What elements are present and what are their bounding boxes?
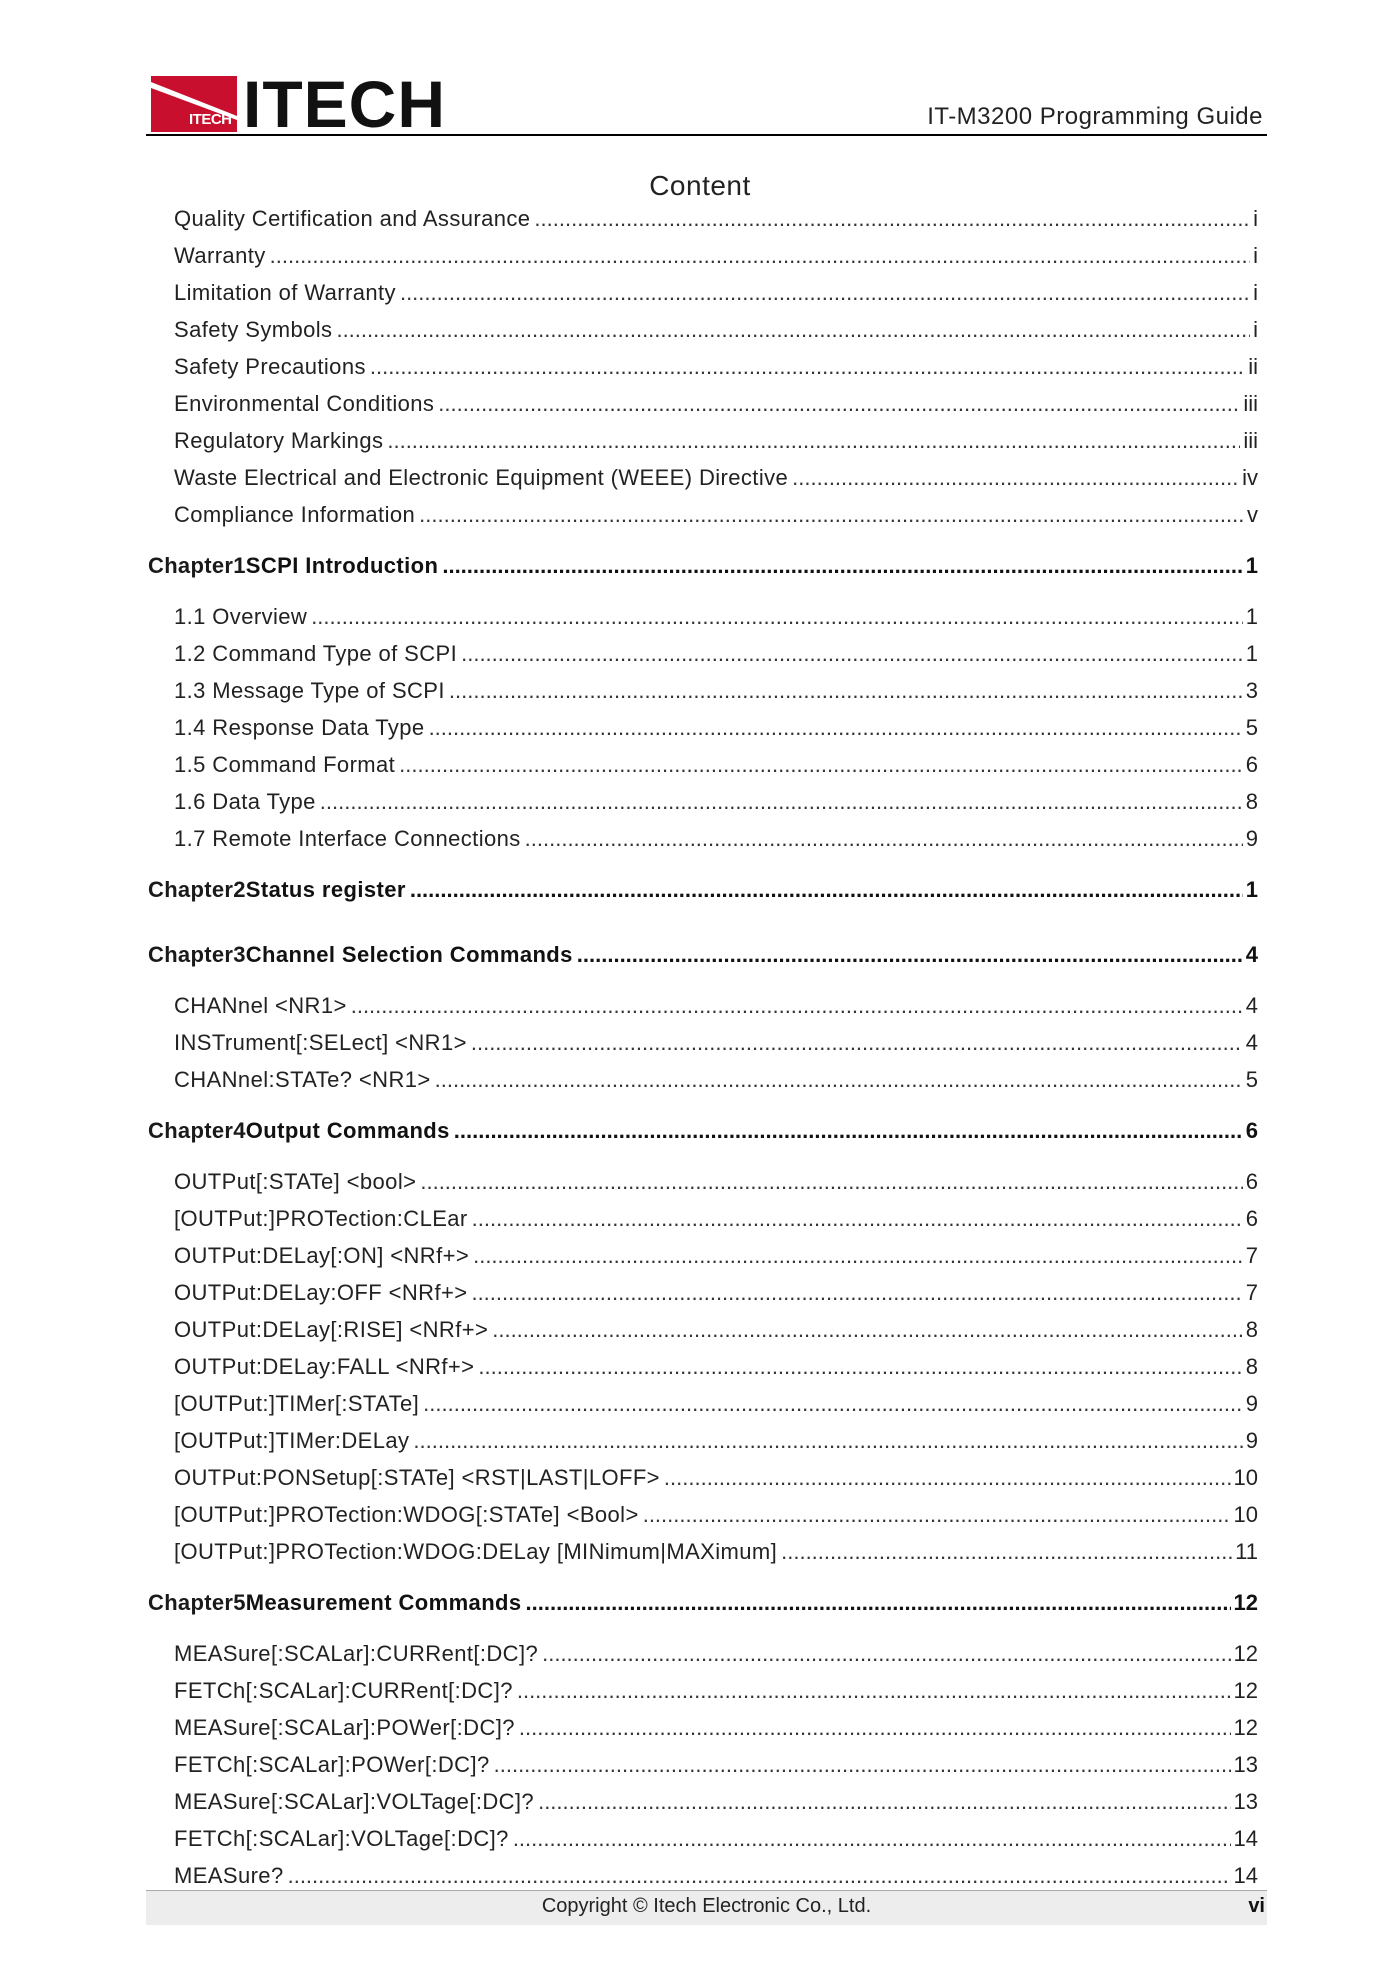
- dot-leader: [478, 1354, 1242, 1380]
- toc-entry-title: 1.5 Command Format: [174, 752, 396, 777]
- toc-entry-title: MEASure[:SCALar]:CURRent[:DC]?: [174, 1641, 539, 1666]
- toc-page-number: 10: [1233, 1465, 1258, 1490]
- copyright-notice: Copyright © Itech Electronic Co., Ltd.: [541, 1895, 872, 1917]
- toc-entry-title: [OUTPut:]PROTection:WDOG:DELay [MINimum|MAXimum]: [174, 1539, 778, 1564]
- dot-leader: [542, 1641, 1230, 1667]
- dot-leader: [288, 1863, 1231, 1889]
- toc-page-number: 7: [1245, 1243, 1258, 1268]
- toc-entry-title: OUTPut[:STATe] <bool>: [174, 1169, 417, 1194]
- chapter-title: Measurement Commands: [245, 1590, 522, 1615]
- toc-entry-title: [OUTPut:]TIMer:DELay: [174, 1428, 410, 1453]
- document-title: IT-M3200 Programming Guide: [927, 103, 1263, 130]
- toc-entry-row[interactable]: [174, 391, 1258, 419]
- dot-leader: [270, 243, 1250, 269]
- dot-leader: [792, 465, 1239, 491]
- dot-leader: [781, 1539, 1232, 1565]
- dot-leader: [387, 428, 1240, 454]
- toc-page-number: 7: [1245, 1280, 1258, 1305]
- toc-entry-title: [OUTPut:]PROTection:WDOG[:STATe] <Bool>: [174, 1502, 639, 1527]
- dot-leader: [419, 502, 1244, 528]
- chapter-number: Chapter4: [148, 1118, 246, 1143]
- toc-page-number: 12: [1233, 1641, 1258, 1666]
- toc-entry-title: MEASure[:SCALar]:VOLTage[:DC]?: [174, 1789, 535, 1814]
- toc-entry-row[interactable]: [174, 1539, 1258, 1567]
- toc-entry-row[interactable]: [174, 993, 1258, 1021]
- dot-leader: [438, 391, 1240, 417]
- toc-entry-title: OUTPut:DELay[:RISE] <NRf+>: [174, 1317, 489, 1342]
- toc-page-number: 12: [1233, 1590, 1258, 1615]
- toc-entry-row[interactable]: [174, 206, 1258, 234]
- toc-entry-row[interactable]: [174, 641, 1258, 669]
- dot-leader: [413, 1428, 1242, 1454]
- chapter-number: Chapter2: [148, 877, 246, 902]
- dot-leader: [513, 1826, 1231, 1852]
- logo-wordmark: ITECH: [243, 67, 446, 141]
- itech-logo: [151, 67, 446, 141]
- toc-page-number: i: [1253, 243, 1258, 268]
- dot-leader: [420, 1169, 1242, 1195]
- toc-entry-row[interactable]: [174, 1465, 1258, 1493]
- toc-page-number: 6: [1245, 1118, 1258, 1143]
- toc-page-number: 9: [1245, 1391, 1258, 1416]
- toc-entry-row[interactable]: [174, 678, 1258, 706]
- toc-entry-title: INSTrument[:SELect] <NR1>: [174, 1030, 467, 1055]
- dot-leader: [643, 1502, 1231, 1528]
- toc-page-number: 10: [1233, 1502, 1258, 1527]
- dot-leader: [526, 1590, 1231, 1616]
- toc-page-number: 13: [1233, 1789, 1258, 1814]
- toc-entry-title: Safety Symbols: [174, 317, 333, 342]
- dot-leader: [473, 1243, 1243, 1269]
- toc-page-number: 13: [1233, 1752, 1258, 1777]
- toc-entry-row[interactable]: [174, 826, 1258, 854]
- toc-entry-title: 1.4 Response Data Type: [174, 715, 425, 740]
- toc-entry-row[interactable]: [174, 1280, 1258, 1308]
- toc-entry-row[interactable]: [174, 789, 1258, 817]
- toc-entry-row[interactable]: [174, 428, 1258, 456]
- dot-leader: [429, 715, 1243, 741]
- dot-leader: [534, 206, 1250, 232]
- toc-chapter-row[interactable]: [148, 1590, 1258, 1618]
- dot-leader: [538, 1789, 1230, 1815]
- toc-page-number: iii: [1243, 428, 1258, 453]
- toc-entry-row[interactable]: [174, 1169, 1258, 1197]
- toc-chapter-row[interactable]: [148, 942, 1258, 970]
- dot-leader: [423, 1391, 1243, 1417]
- dot-leader: [435, 1067, 1243, 1093]
- toc-entry-row[interactable]: [174, 280, 1258, 308]
- dot-leader: [399, 752, 1243, 778]
- toc-page-number: 9: [1245, 1428, 1258, 1453]
- toc-entry-row[interactable]: [174, 1354, 1258, 1382]
- toc-page-number: 6: [1245, 1169, 1258, 1194]
- toc-entry-title: Limitation of Warranty: [174, 280, 396, 305]
- dot-leader: [461, 641, 1243, 667]
- toc-entry-title: 1.1 Overview: [174, 604, 308, 629]
- itech-logo-mark: [151, 76, 237, 132]
- toc-entry-title: FETCh[:SCALar]:CURRent[:DC]?: [174, 1678, 513, 1703]
- toc-chapter-row[interactable]: [148, 553, 1258, 581]
- page-number: vi: [1248, 1895, 1265, 1917]
- toc-entry-row[interactable]: [174, 1317, 1258, 1345]
- toc-page-number: 9: [1245, 826, 1258, 851]
- toc-page-number: 1: [1245, 553, 1258, 578]
- toc-entry-title: Regulatory Markings: [174, 428, 384, 453]
- dot-leader: [351, 993, 1243, 1019]
- dot-leader: [471, 1280, 1242, 1306]
- dot-leader: [519, 1715, 1231, 1741]
- dot-leader: [525, 826, 1243, 852]
- logo-small-text: ITECH: [189, 111, 232, 128]
- toc-entry-title: Environmental Conditions: [174, 391, 435, 416]
- toc-page-number: 1: [1245, 641, 1258, 666]
- toc-entry-row[interactable]: [174, 502, 1258, 530]
- toc-page-number: 14: [1233, 1826, 1258, 1851]
- toc-page-number: 3: [1245, 678, 1258, 703]
- toc-page-number: 4: [1245, 1030, 1258, 1055]
- toc-heading: Content: [649, 170, 751, 201]
- chapter-number: Chapter5: [148, 1590, 246, 1615]
- toc-page-number: 12: [1233, 1678, 1258, 1703]
- dot-leader: [577, 942, 1243, 968]
- toc-entry-title: 1.6 Data Type: [174, 789, 316, 814]
- toc-entry-row[interactable]: [174, 1641, 1258, 1669]
- toc-page-number: 8: [1245, 789, 1258, 814]
- dot-leader: [410, 877, 1243, 903]
- toc-page-number: iii: [1243, 391, 1258, 416]
- toc-entry-row[interactable]: [174, 1391, 1258, 1419]
- toc-entry-row[interactable]: [174, 1030, 1258, 1058]
- dot-leader: [494, 1752, 1231, 1778]
- dot-leader: [472, 1206, 1243, 1232]
- dot-leader: [370, 354, 1245, 380]
- toc-entry-title: 1.7 Remote Interface Connections: [174, 826, 521, 851]
- toc-entry-title: 1.3 Message Type of SCPI: [174, 678, 445, 703]
- dot-leader: [320, 789, 1243, 815]
- toc-entry-title: MEASure[:SCALar]:POWer[:DC]?: [174, 1715, 515, 1740]
- toc-entry-title: OUTPut:DELay:FALL <NRf+>: [174, 1354, 475, 1379]
- toc-chapter-row[interactable]: [148, 1118, 1258, 1146]
- toc-page-number: 1: [1245, 877, 1258, 902]
- chapter-title: Output Commands: [245, 1118, 450, 1143]
- toc-entry-row[interactable]: [174, 715, 1258, 743]
- toc-page-number: iv: [1242, 465, 1258, 490]
- toc-entry-title: OUTPut:PONSetup[:STATe] <RST|LAST|LOFF>: [174, 1465, 660, 1490]
- toc-page-number: ii: [1248, 354, 1258, 379]
- dot-leader: [517, 1678, 1231, 1704]
- toc-page-number: 8: [1245, 1317, 1258, 1342]
- toc-entry-row[interactable]: [174, 1428, 1258, 1456]
- toc-entry-title: [OUTPut:]PROTection:CLEar: [174, 1206, 468, 1231]
- dot-leader: [336, 317, 1250, 343]
- toc-entry-row[interactable]: [174, 1863, 1258, 1891]
- dot-leader: [442, 553, 1242, 579]
- page-header: [146, 67, 1267, 141]
- toc-entry-row[interactable]: [174, 465, 1258, 493]
- toc-entry-title: CHANnel <NR1>: [174, 993, 347, 1018]
- toc-entry-title: MEASure?: [174, 1863, 284, 1888]
- toc-page-number: i: [1253, 280, 1258, 305]
- toc-entry-title: Waste Electrical and Electronic Equipment (WEEE) Directive: [174, 465, 789, 490]
- toc-entry-row[interactable]: [174, 1826, 1258, 1854]
- dot-leader: [454, 1118, 1243, 1144]
- chapter-number: Chapter1: [148, 553, 246, 578]
- toc-entry-title: OUTPut:DELay[:ON] <NRf+>: [174, 1243, 470, 1268]
- toc-page-number: 5: [1245, 1067, 1258, 1092]
- toc-entry-row[interactable]: [174, 752, 1258, 780]
- toc-chapter-row[interactable]: [148, 877, 1258, 905]
- toc-page-number: 8: [1245, 1354, 1258, 1379]
- toc-page-number: 6: [1245, 1206, 1258, 1231]
- toc-entry-row[interactable]: [174, 1067, 1258, 1095]
- toc-page-number: 4: [1245, 942, 1258, 967]
- toc-entry-title: FETCh[:SCALar]:POWer[:DC]?: [174, 1752, 490, 1777]
- chapter-number: Chapter3: [148, 942, 246, 967]
- toc-entry-title: 1.2 Command Type of SCPI: [174, 641, 458, 666]
- toc-entry-row[interactable]: [174, 1752, 1258, 1780]
- chapter-title: Status register: [245, 877, 406, 902]
- toc-entry-row[interactable]: [174, 1789, 1258, 1817]
- dot-leader: [311, 604, 1243, 630]
- toc-page-number: 12: [1233, 1715, 1258, 1740]
- toc-entry-title: Quality Certification and Assurance: [174, 206, 531, 231]
- toc-page-number: 6: [1245, 752, 1258, 777]
- toc-entry-title: Warranty: [174, 243, 266, 268]
- toc-entry-title: OUTPut:DELay:OFF <NRf+>: [174, 1280, 468, 1305]
- toc-entry-title: Compliance Information: [174, 502, 416, 527]
- toc-entry-row[interactable]: [174, 243, 1258, 271]
- toc-entry-title: Safety Precautions: [174, 354, 366, 379]
- toc-page-number: 14: [1233, 1863, 1258, 1888]
- toc-page-number: 11: [1235, 1539, 1258, 1564]
- dot-leader: [471, 1030, 1243, 1056]
- toc-page-number: v: [1247, 502, 1258, 527]
- toc-entry-row[interactable]: [174, 1206, 1258, 1234]
- toc-entry-row[interactable]: [174, 1243, 1258, 1271]
- toc-entry-row[interactable]: [174, 1715, 1258, 1743]
- toc-entry-row[interactable]: [174, 317, 1258, 345]
- toc-entry-row[interactable]: [174, 1678, 1258, 1706]
- toc-page-number: 4: [1245, 993, 1258, 1018]
- toc-page-number: i: [1253, 206, 1258, 231]
- toc-entry-title: CHANnel:STATe? <NR1>: [174, 1067, 431, 1092]
- dot-leader: [400, 280, 1250, 306]
- chapter-title: Channel Selection Commands: [245, 942, 573, 967]
- page-footer: [146, 1890, 1267, 1925]
- toc-entry-row[interactable]: [174, 354, 1258, 382]
- toc-page-number: 1: [1245, 604, 1258, 629]
- toc-entry-row[interactable]: [174, 1502, 1258, 1530]
- dot-leader: [664, 1465, 1231, 1491]
- toc-page-number: 5: [1245, 715, 1258, 740]
- toc-entry-title: [OUTPut:]TIMer[:STATe]: [174, 1391, 420, 1416]
- toc-entry-title: FETCh[:SCALar]:VOLTage[:DC]?: [174, 1826, 509, 1851]
- toc-entry-row[interactable]: [174, 604, 1258, 632]
- dot-leader: [449, 678, 1243, 704]
- toc-page-number: i: [1253, 317, 1258, 342]
- dot-leader: [492, 1317, 1243, 1343]
- chapter-title: SCPI Introduction: [245, 553, 439, 578]
